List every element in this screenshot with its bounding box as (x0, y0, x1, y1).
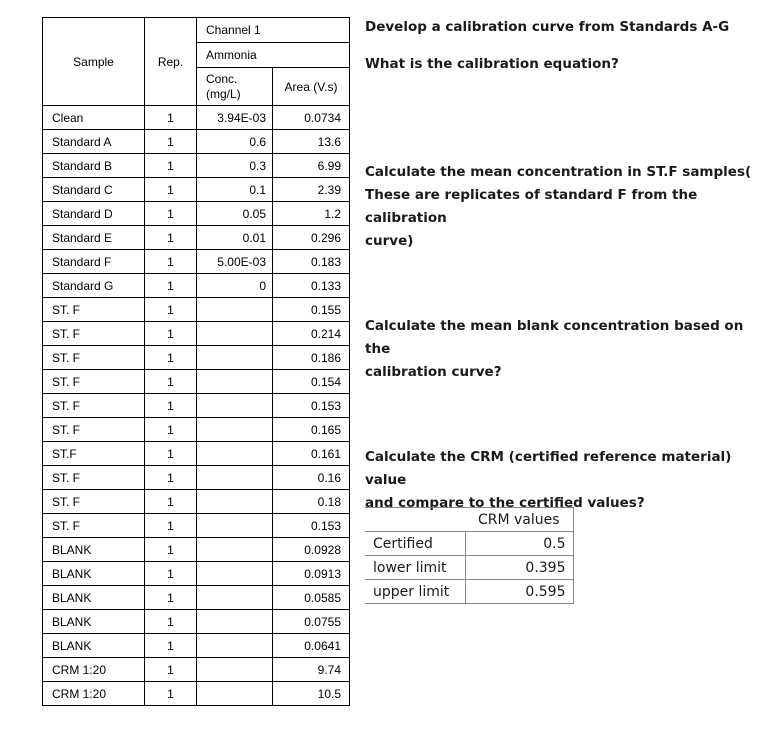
conc-cell (197, 658, 273, 682)
area-cell: 0.153 (273, 394, 350, 418)
area-cell: 9.74 (273, 658, 350, 682)
conc-cell (197, 634, 273, 658)
sample-cell: Standard A (43, 130, 145, 154)
conc-cell (197, 538, 273, 562)
sample-cell: BLANK (43, 586, 145, 610)
rep-cell: 1 (145, 610, 197, 634)
sample-cell: BLANK (43, 538, 145, 562)
area-cell: 0.165 (273, 418, 350, 442)
sample-cell: Standard D (43, 202, 145, 226)
table-row (43, 154, 350, 178)
area-cell: 1.2 (273, 202, 350, 226)
area-cell: 13.6 (273, 130, 350, 154)
sample-cell: BLANK (43, 634, 145, 658)
sample-cell: ST. F (43, 418, 145, 442)
sample-cell: ST. F (43, 490, 145, 514)
table-row (43, 370, 350, 394)
table-row (43, 442, 350, 466)
table-row (43, 658, 350, 682)
sample-cell: Clean (43, 106, 145, 130)
sample-cell: Standard E (43, 226, 145, 250)
table-row (43, 178, 350, 202)
conc-cell: 3.94E-03 (197, 106, 273, 130)
area-cell: 2.39 (273, 178, 350, 202)
area-cell: 0.0641 (273, 634, 350, 658)
conc-cell (197, 682, 273, 706)
rep-cell: 1 (145, 274, 197, 298)
header-row-1 (43, 18, 350, 43)
conc-cell (197, 346, 273, 370)
conc-cell: 0 (197, 274, 273, 298)
sample-cell: BLANK (43, 562, 145, 586)
table-row (43, 466, 350, 490)
table-row (43, 514, 350, 538)
area-cell: 0.0913 (273, 562, 350, 586)
question-blank-mean (365, 315, 770, 384)
table-row (43, 226, 350, 250)
crm-table (365, 507, 574, 604)
conc-cell (197, 418, 273, 442)
crm-label: Certified (365, 532, 465, 556)
area-cell: 0.16 (273, 466, 350, 490)
table-row (43, 586, 350, 610)
rep-cell: 1 (145, 226, 197, 250)
rep-cell: 1 (145, 202, 197, 226)
rep-cell: 1 (145, 250, 197, 274)
area-cell: 0.0585 (273, 586, 350, 610)
table-row (43, 418, 350, 442)
header-rep: Rep. (145, 18, 197, 106)
header-conc (197, 68, 273, 106)
table-row (43, 634, 350, 658)
rep-cell: 1 (145, 298, 197, 322)
conc-cell (197, 466, 273, 490)
rep-cell: 1 (145, 466, 197, 490)
rep-cell: 1 (145, 154, 197, 178)
crm-row (365, 556, 573, 580)
table-row (43, 538, 350, 562)
area-cell: 0.153 (273, 514, 350, 538)
table-row (43, 322, 350, 346)
crm-value: 0.395 (465, 556, 573, 580)
rep-cell: 1 (145, 418, 197, 442)
area-cell: 0.214 (273, 322, 350, 346)
area-cell: 0.154 (273, 370, 350, 394)
question-crm (365, 446, 770, 515)
header-channel: Channel 1 (197, 18, 350, 43)
sample-cell: ST. F (43, 394, 145, 418)
rep-cell: 1 (145, 490, 197, 514)
table-row (43, 274, 350, 298)
question-calibration-curve: Develop a calibration curve from Standards A-G (365, 19, 730, 35)
sample-cell: Standard F (43, 250, 145, 274)
sample-cell: ST. F (43, 514, 145, 538)
sample-cell: ST.F (43, 442, 145, 466)
question-stf-mean (365, 161, 770, 253)
sample-cell: ST. F (43, 298, 145, 322)
rep-cell: 1 (145, 442, 197, 466)
conc-cell: 0.1 (197, 178, 273, 202)
question-stf-line1: Calculate the mean concentration in ST.F samples( (365, 164, 752, 180)
crm-value: 0.5 (465, 532, 573, 556)
crm-header-row (365, 508, 573, 532)
conc-cell: 0.05 (197, 202, 273, 226)
header-conc-line1: Conc. (206, 71, 238, 86)
rep-cell: 1 (145, 538, 197, 562)
table-row (43, 610, 350, 634)
table-row (43, 250, 350, 274)
header-analyte: Ammonia (197, 43, 350, 68)
header-sample: Sample (43, 18, 145, 106)
sample-cell: BLANK (43, 610, 145, 634)
header-conc-line2: (mg/L) (206, 86, 241, 101)
sample-cell: Standard G (43, 274, 145, 298)
rep-cell: 1 (145, 634, 197, 658)
area-cell: 10.5 (273, 682, 350, 706)
crm-value: 0.595 (465, 580, 573, 604)
table-row (43, 394, 350, 418)
table-row (43, 490, 350, 514)
table-row (43, 346, 350, 370)
conc-cell: 0.6 (197, 130, 273, 154)
question-crm-line1: Calculate the CRM (certified reference material) value (365, 449, 732, 488)
table-row (43, 298, 350, 322)
rep-cell: 1 (145, 682, 197, 706)
area-cell: 0.133 (273, 274, 350, 298)
rep-cell: 1 (145, 130, 197, 154)
conc-cell: 0.01 (197, 226, 273, 250)
rep-cell: 1 (145, 322, 197, 346)
area-cell: 0.183 (273, 250, 350, 274)
rep-cell: 1 (145, 658, 197, 682)
question-crm-line2: and compare to the certified values? (365, 495, 645, 511)
rep-cell: 1 (145, 106, 197, 130)
table-row (43, 682, 350, 706)
rep-cell: 1 (145, 514, 197, 538)
crm-header-blank (365, 508, 465, 532)
question-stf-line3: curve) (365, 233, 414, 249)
table-row (43, 130, 350, 154)
area-cell: 0.0928 (273, 538, 350, 562)
sample-cell: CRM 1:20 (43, 658, 145, 682)
area-cell: 0.155 (273, 298, 350, 322)
rep-cell: 1 (145, 586, 197, 610)
sample-cell: ST. F (43, 322, 145, 346)
conc-cell (197, 322, 273, 346)
conc-cell (197, 394, 273, 418)
conc-cell (197, 586, 273, 610)
data-table (42, 17, 350, 706)
header-area: Area (V.s) (273, 68, 350, 106)
table-row (43, 562, 350, 586)
sample-cell: ST. F (43, 370, 145, 394)
conc-cell (197, 490, 273, 514)
sample-cell: Standard B (43, 154, 145, 178)
area-cell: 0.186 (273, 346, 350, 370)
rep-cell: 1 (145, 178, 197, 202)
area-cell: 0.296 (273, 226, 350, 250)
crm-label: upper limit (365, 580, 465, 604)
area-cell: 0.161 (273, 442, 350, 466)
conc-cell: 0.3 (197, 154, 273, 178)
table-row (43, 106, 350, 130)
conc-cell: 5.00E-03 (197, 250, 273, 274)
question-blank-line1: Calculate the mean blank concentration based on the (365, 318, 744, 357)
conc-cell (197, 562, 273, 586)
area-cell: 0.0755 (273, 610, 350, 634)
crm-row (365, 580, 573, 604)
area-cell: 6.99 (273, 154, 350, 178)
table-row (43, 202, 350, 226)
question-calibration-equation: What is the calibration equation? (365, 56, 619, 72)
question-stf-line2: These are replicates of standard F from the calibration (365, 187, 698, 226)
crm-label: lower limit (365, 556, 465, 580)
question-blank-line2: calibration curve? (365, 364, 502, 380)
area-cell: 0.0734 (273, 106, 350, 130)
conc-cell (197, 370, 273, 394)
conc-cell (197, 298, 273, 322)
rep-cell: 1 (145, 370, 197, 394)
crm-header: CRM values (465, 508, 573, 532)
sample-cell: ST. F (43, 466, 145, 490)
conc-cell (197, 610, 273, 634)
rep-cell: 1 (145, 346, 197, 370)
area-cell: 0.18 (273, 490, 350, 514)
rep-cell: 1 (145, 394, 197, 418)
rep-cell: 1 (145, 562, 197, 586)
sample-cell: Standard C (43, 178, 145, 202)
crm-row (365, 532, 573, 556)
sample-cell: ST. F (43, 346, 145, 370)
conc-cell (197, 442, 273, 466)
conc-cell (197, 514, 273, 538)
sample-cell: CRM 1:20 (43, 682, 145, 706)
